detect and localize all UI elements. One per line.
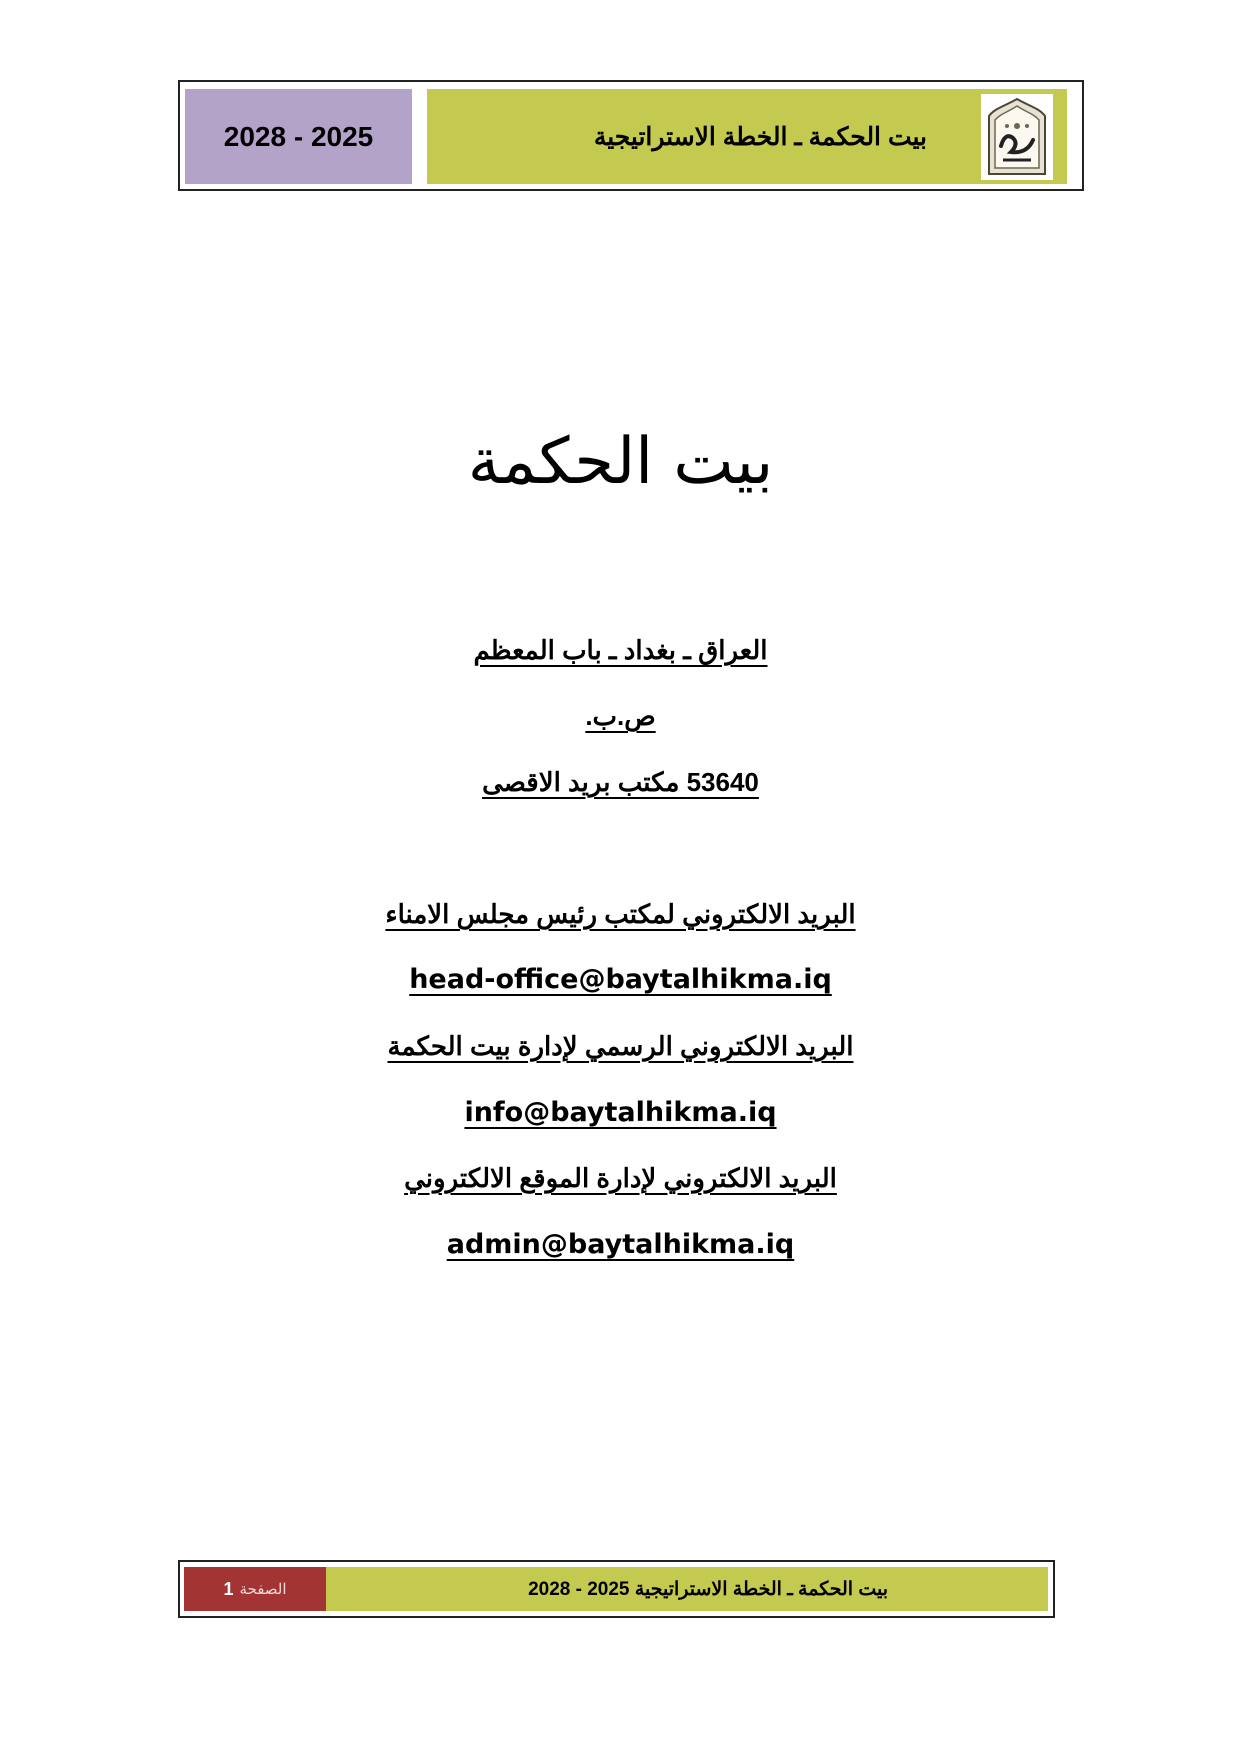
contact-label-line — [0, 1031, 1241, 1062]
post-office-line — [0, 767, 1241, 798]
contact-label-line — [0, 1163, 1241, 1194]
header-years: 2028 - 2025 — [185, 89, 412, 184]
header-title: بيت الحكمة ـ الخطة الاستراتيجية — [593, 122, 927, 151]
contact-label-info: البريد الالكتروني الرسمي لإدارة بيت الحكمة — [387, 1031, 854, 1061]
bayt-al-hikma-logo-icon — [981, 94, 1053, 180]
page-header — [178, 80, 1084, 191]
po-box: ص.ب. — [585, 701, 656, 731]
footer-page-number: 1 — [223, 1578, 234, 1599]
contact-email-line — [0, 1229, 1241, 1260]
contact-email-line — [0, 1097, 1241, 1128]
po-box-line — [0, 701, 1241, 732]
footer-page-indicator — [184, 1567, 326, 1611]
page-footer — [178, 1560, 1055, 1618]
contact-label-head-office: البريد الالكتروني لمكتب رئيس مجلس الامناء — [385, 899, 856, 929]
footer-title: بيت الحكمة ـ الخطة الاستراتيجية 2025 - 2028 — [528, 1578, 888, 1600]
contact-label-line — [0, 899, 1241, 930]
email-link-admin[interactable]: admin@baytalhikma.iq — [446, 1229, 795, 1260]
contact-label-admin: البريد الالكتروني لإدارة الموقع الالكتروني — [404, 1163, 837, 1193]
header-title-band — [427, 89, 1067, 184]
contact-email-line — [0, 964, 1241, 995]
address-location: العراق ـ بغداد ـ باب المعظم — [473, 635, 768, 665]
footer-page-label: الصفحة — [239, 1581, 287, 1598]
footer-title-band — [326, 1567, 1048, 1611]
post-office: 53640 مكتب بريد الاقصى — [482, 767, 759, 797]
email-link-info[interactable]: info@baytalhikma.iq — [464, 1097, 777, 1128]
address-location-line — [0, 635, 1241, 666]
email-link-head-office[interactable]: head-office@baytalhikma.iq — [409, 964, 832, 995]
main-title: بيت الحكمة — [467, 425, 774, 499]
